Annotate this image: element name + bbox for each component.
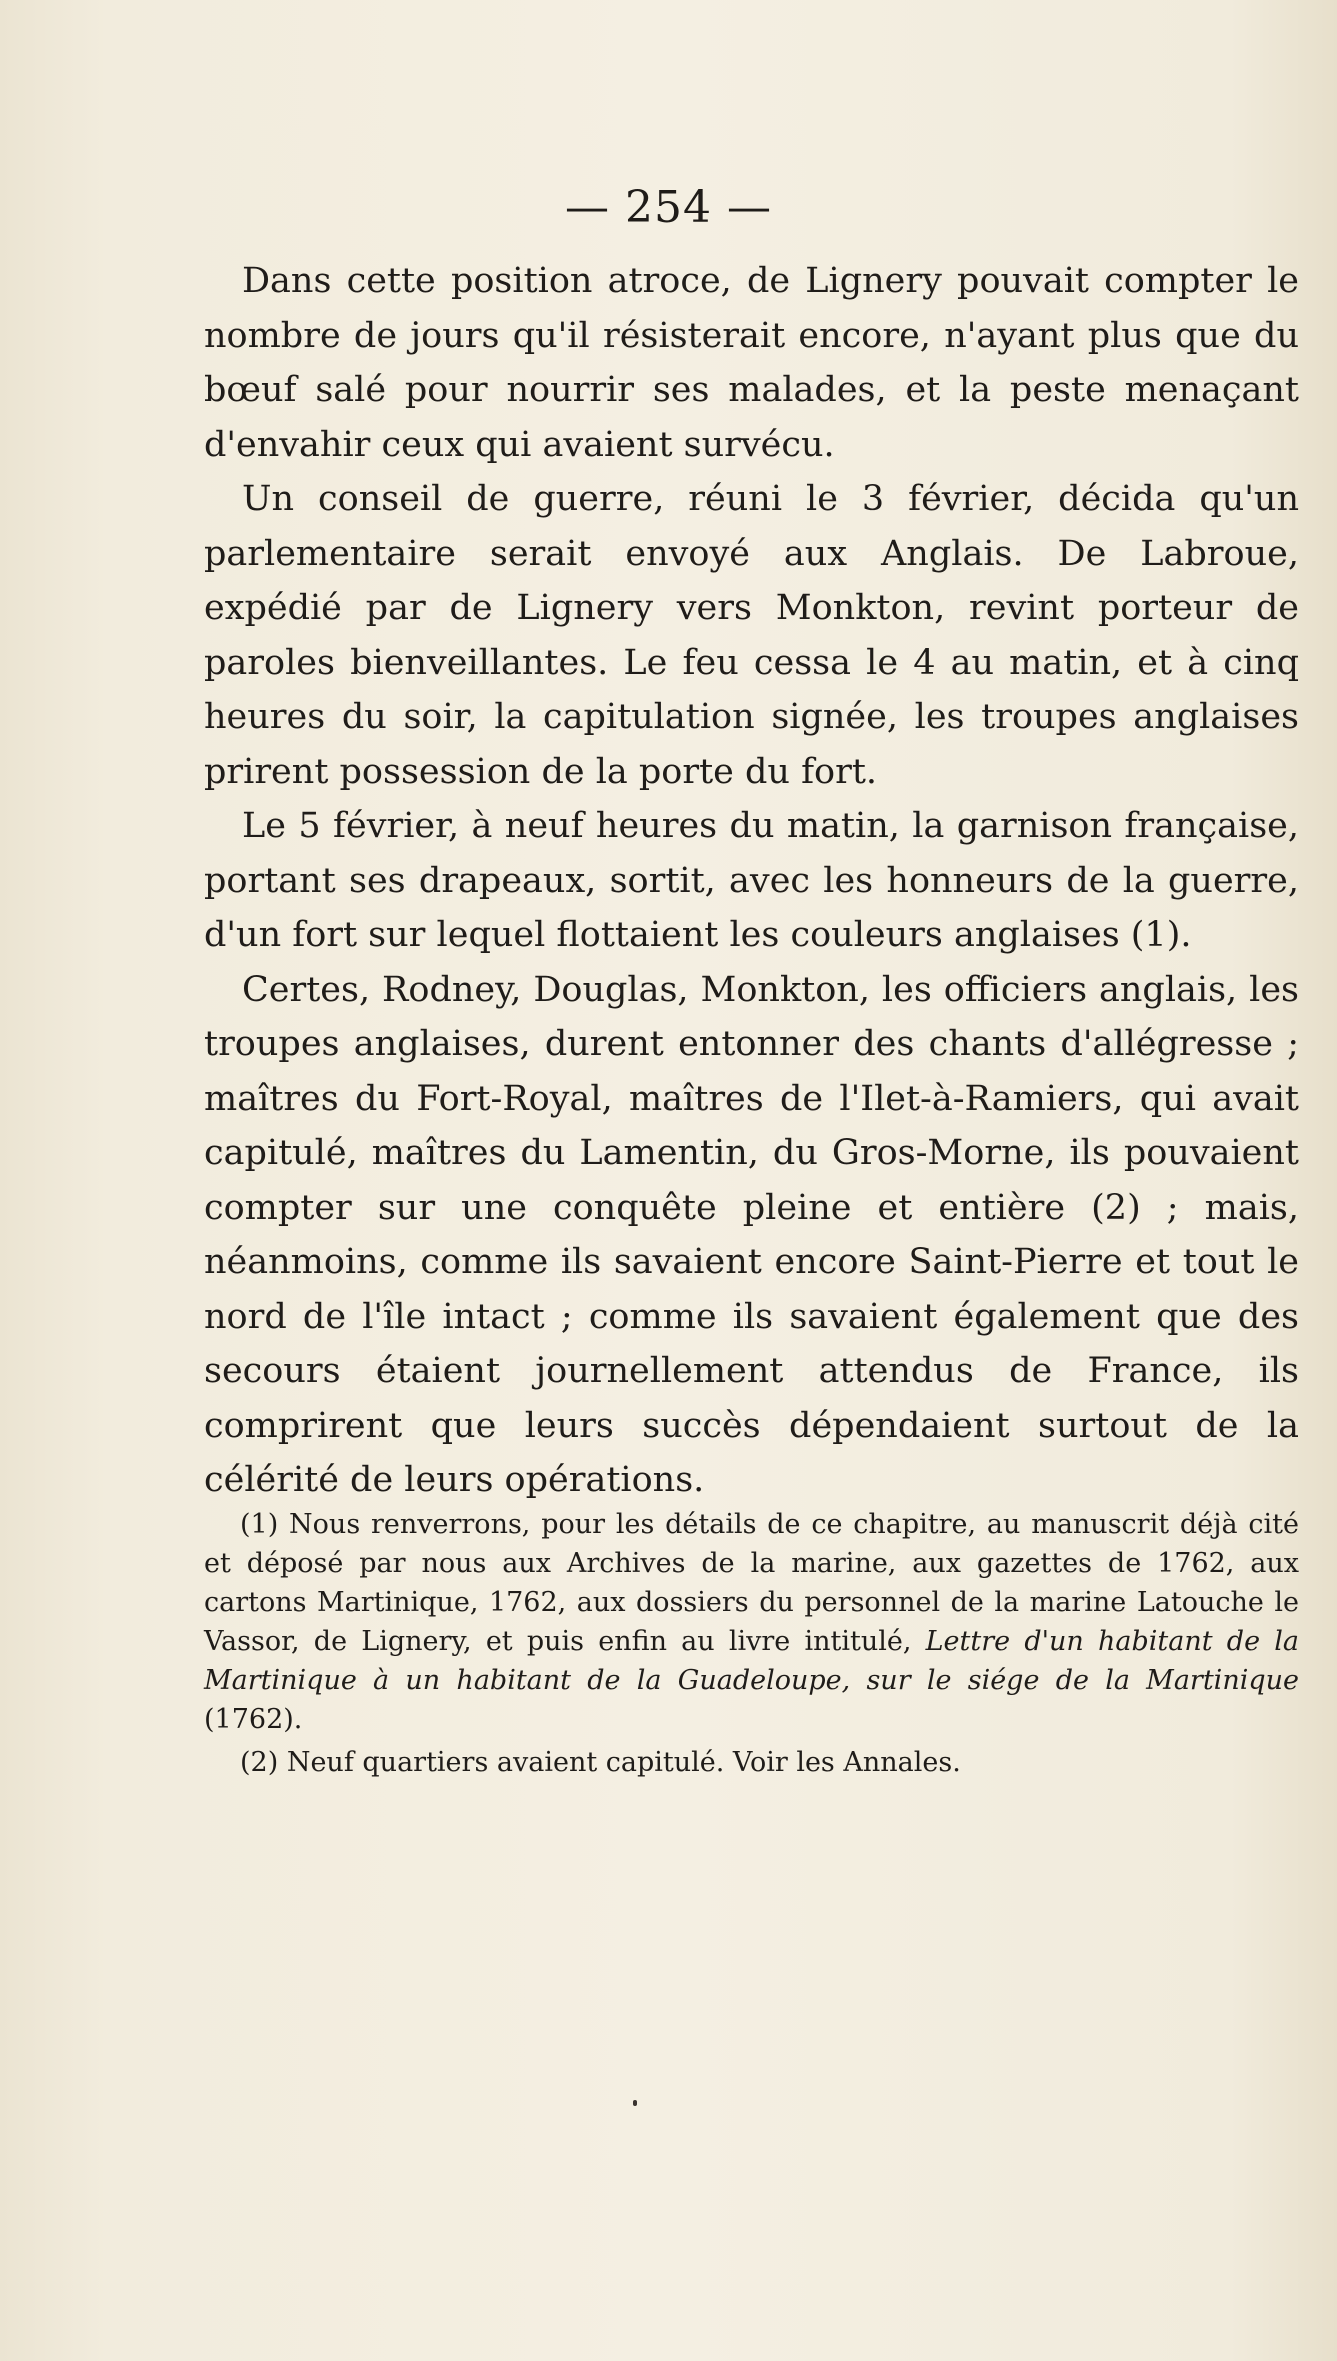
paragraph-4: Certes, Rodney, Douglas, Monkton, les officiers anglais, les troupes anglaises, durent entonner des chants d'allégresse ; maîtres du Fort-Royal, maîtres de l'Ilet-à-Ramiers, qui avait capitulé, maîtres du Lamentin, du Gros-Morne, ils pouvaient compter sur une conquête pleine et entière (2) ; mais, néanmoins, comme ils savaient encore Saint-Pierre et tout le nord de l'île intact ; comme ils savaient également que des secours étaient journellement attendus de France, ils comprirent que leurs succès dépendaient surtout de la célérité de leurs opérations.	[204, 969, 1299, 1500]
paragraph-3: Le 5 février, à neuf heures du matin, la garnison française, portant ses drapeaux, sortit, avec les honneurs de la guerre, d'un fort sur lequel flottaient les couleurs anglaises (1).	[204, 806, 1299, 955]
main-text	[204, 254, 1299, 1508]
footnote-1	[204, 1505, 1299, 1739]
page-number: — 254 —	[565, 182, 772, 233]
paragraph-1: Dans cette position atroce, de Lignery pouvait compter le nombre de jours qu'il résisterait encore, n'ayant plus que du bœuf salé pour nourrir ses malades, et la peste menaçant d'envahir ceux qui avaient survécu.	[204, 261, 1299, 465]
footnotes	[204, 1505, 1299, 1782]
paragraph-2: Un conseil de guerre, réuni le 3 février, décida qu'un parlementaire serait envoyé aux Anglais. De Labroue, expédié par de Lignery vers Monkton, revint porteur de paroles bienveillantes. Le feu cessa le 4 au matin, et à cinq heures du soir, la capitulation signée, les troupes anglaises prirent possession de la porte du fort.	[204, 479, 1299, 792]
footnote-1-year: (1762).	[204, 1704, 303, 1735]
footnote-2: (2) Neuf quartiers avaient capitulé. Voir les Annales.	[240, 1747, 961, 1778]
footnote-1-book-title: Lettre d'un habitant de la Martinique à un habitant de la Guadeloupe, sur le siége de la Martinique	[204, 1626, 1299, 1696]
ink-speck	[633, 2100, 637, 2106]
footnote-1-text: (1) Nous renverrons, pour les détails de ce chapitre, au manuscrit déjà cité et déposé par nous aux Archives de la marine, aux gazettes de 1762, aux cartons Martinique, 1762, aux dossiers du personnel de la marine Latouche le Vassor, de Lignery, et puis enfin au livre intitulé,	[204, 1509, 1299, 1657]
